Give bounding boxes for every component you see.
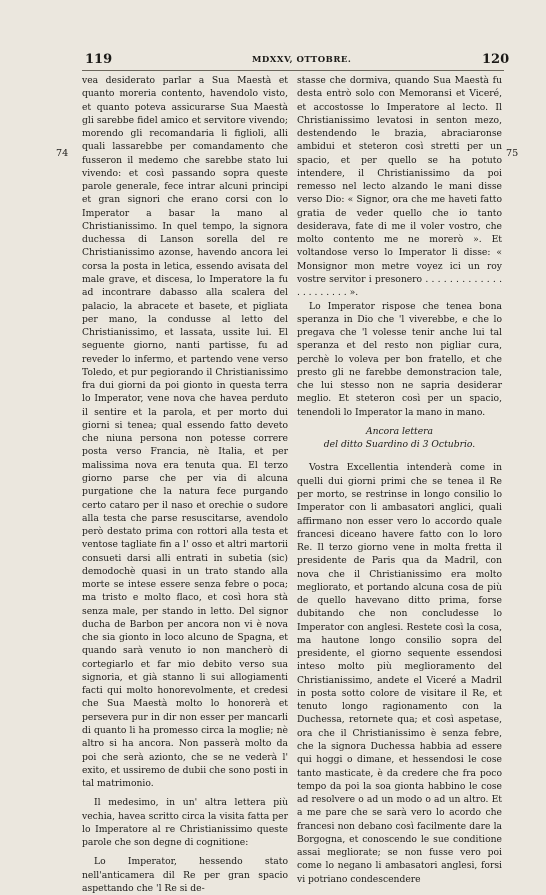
- header-rule: [82, 70, 504, 71]
- paragraph: Vostra Excellentia intenderà come in quelli dui giorni primi che se tenea il Re per morto, se restrinse in longo consilio lo Imperator con li ambasatori anglici, quali affirmano non esser vero lo accordo quale francesi diceano havere fatto con lo loro Re. Il terzo giorno vene in molta fretta il presidente de Paris qua da Madril, con nova che il Christianissimo era molto megliorato, et portando alcuna cosa de più de quello havevano ditto prima, forse dubitando che non concludesse lo Imperator con anglesi. Restete così la cosa, ma hautone longo consilio sopra del presidente, el giorno sequente essendosi inteso molto più meglioramento del Christianissimo, andete el Viceré a Madril in posta sotto colore de visitare il Re, et tenuto longo ragionamento con la Duchessa, retornete qua; et così aspetase, ora che il Christianissimo è senza febre, che la signora Duchessa habbia ad essere qui hoggi o dimane, et hessendosi le cose tanto masticate, è da credere che fra poco tempo da poi la soa gionta habbino le cose ad resolvere o ad un modo o ad un altro. Et a me pare che se sarà vero lo acordo che francesi non debano così facilmente dare la Borgogna, et conoscendo le sue conditione assai megliorate; se non fusse vero poi come lo negano li ambasatori anglesi, forsi vi potriano condescendere: [297, 462, 502, 885]
- left-column: [82, 74, 288, 895]
- right-column: [297, 74, 502, 886]
- paragraph: vea desiderato parlar a Sua Maestà et quanto moreria contento, havendolo visto, et quanto poteva assicurarse Sua Maestà gli sarebbe fidel amico et servitore vivendo; morendo gli recomandaria li figlioli, alli quali lassarebbe per comandamento che fusseron il medemo che sarebbe stato lui vivendo: et così passando sopra queste parole generale, fece intrar alcuni principi et gran signori che erano corsi con lo Imperator a basar la mano al Christianissimo. In quel tempo, la signora duchessa di Lanson sorella del re Christianissimo azonse, havendo ancora lei corsa la posta in letica, essendo avisata del male grave, et discesa, lo Imperatore la fu ad incontrare dabasso alla scalera del palacio, la abracete et basete, et pigliata per mano, la condusse al letto del Christianissimo, et lassata, ussite lui. El seguente giorno, nanti partisse, fu ad reveder lo infermo, et partendo vene verso Toledo, et pur pegiorando il Christianissimo fra dui giorni da poi gionto in questa terra lo Imperator, vene nova che havea perduto il sentire et la parola, et per morto dui giorni si tenea; qual essendo fatto deveto che niuna persona non potesse correre posta verso Francia, nè Italia, et per malissima nova era tenuta qua. El terzo giorno parse che per via di alcuna purgatione che la natura fece purgando certo cataro per il naso et orechie o sudore alla testa che parse resuscitarse, avendolo però destato prima con rottori alla testa et ventose tagliate fin a l' osso et altri martorii consueti darsi alli entrati in subetia (sic) demodochè quasi in un trato stando alla morte se intese essere senza febre o poca; ma tristo e molto flaco, et così hora stà senza male, per stando in letto. Del signor ducha de Barbon per ancora non vi è nova che sia gionto in loco alcuno de Spagna, et quando sarà venuto io non mancherò di cortegiarlo et far mio debito verso sua signoria, et già stanno li sui allogiamenti facti qui molto honorevolmente, et credesi che Sua Maestà molto lo honorerà et persevera pur in dir non esser per mancarli di quanto li ha promesso circa la moglie; nè altro si ha ancora. Non passerà molto da poi che serà azionto, che se ne vederà l' exito, et ussiremo de dubii che sono posti in tal matrimonio.: [82, 75, 288, 790]
- page-number-left: 119: [85, 52, 113, 67]
- margin-note-left: 74: [56, 148, 69, 159]
- section-subheading: del ditto Suardino di 3 Octubrio.: [323, 439, 476, 451]
- page-number-right: 120: [482, 52, 510, 67]
- paragraph: stasse che dormiva, quando Sua Maestà fu desta entrò solo con Memoransi et Viceré, et accostosse lo Imperatore al lecto. Il Christianissimo levatosi in senton mezo, destendendo le brazia, abraciaronse ambidui et steteron così stretti per un spacio, et per quello se ha potuto intendere, il Christianissimo da poi remesso nel lecto alzando le mani disse verso Dio: « Signor, ora che me haveti fatto gratia de veder quello che io tanto desiderava, fate di me il voler vostro, che molto contento me ne morerò ». Et voltandose verso lo Imperator li disse: « Monsignor mon metre voyez ici un roy vostre servitor i presonero . . . . . . . . . . . . . . . . . . . . . . ».: [297, 75, 502, 299]
- running-header: MDXXV, OTTOBRE.: [252, 55, 352, 65]
- paragraph: Lo Imperator, hessendo stato nell'anticamera dil Re per gran spacio aspettando che 'l Re si de-: [82, 856, 288, 894]
- section-heading: Ancora lettera: [365, 425, 434, 437]
- margin-note-right: 75: [506, 148, 519, 159]
- paragraph: Il medesimo, in un' altra lettera più vechia, havea scritto circa la visita fatta per lo Imperatore al re Christianissimo queste parole che son degne di cognitione:: [82, 797, 288, 849]
- paragraph: Lo Imperator rispose che tenea bona speranza in Dio che 'l viverebbe, e che lo pregava che 'l volesse tenir anche lui tal speranza et del resto non pigliar cura, perchè lo voleva per bon fratello, et che presto gli ne farebbe demonstracion tale, che lui stesso non ne sapria desiderar meglio. Et steteron così per un spacio, tenendoli lo Imperator la mano in mano.: [297, 300, 502, 418]
